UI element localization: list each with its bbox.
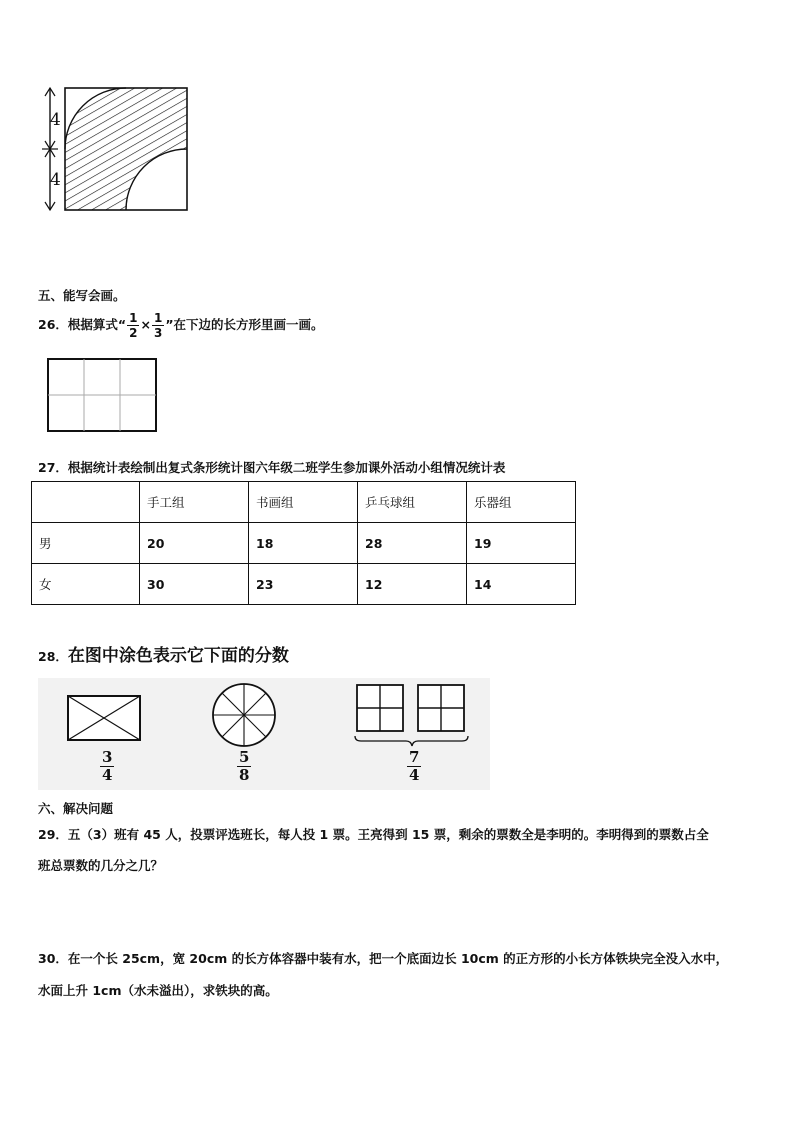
square-quarter-circle-figure [36, 80, 196, 216]
table-header-cell: 乒乓球组 [358, 482, 467, 523]
q26-frac2-den: 3 [153, 326, 163, 340]
dimension-label-bottom: 4 [50, 170, 61, 190]
q28-frac3-den: 4 [409, 766, 420, 784]
table-cell: 女 [32, 564, 140, 605]
table-header-cell: 乐器组 [467, 482, 576, 523]
table-row [32, 564, 576, 605]
q28-frac2-den: 8 [239, 766, 250, 784]
q28-frac1-den: 4 [102, 766, 113, 784]
table-cell: 男 [32, 523, 140, 564]
q28-question: 在图中涂色表示它下面的分数 [67, 646, 289, 666]
q27-text [38, 458, 505, 476]
q28-rectangle-shape[interactable] [66, 694, 142, 742]
activity-stats-table [31, 481, 576, 605]
q26-text [38, 312, 324, 339]
q30-line2: 水面上升 1cm（水未溢出），求铁块的高。 [38, 983, 278, 998]
q26-frac2-num: 1 [153, 311, 163, 325]
table-cell: 19 [467, 523, 576, 564]
q26-text-before: 根据算式“ [67, 317, 127, 332]
q29-line1: 29．五（3）班有 45 人，投票评选班长，每人投 1 票。王亮得到 15 票，剩余的票数全是李明的。李明得到的票数占全 [38, 827, 709, 842]
table-header-row [32, 482, 576, 523]
table-cell: 30 [140, 564, 249, 605]
table-cell: 28 [358, 523, 467, 564]
q28-circle-shape[interactable] [210, 681, 278, 749]
table-cell: 12 [358, 564, 467, 605]
table-header-cell [32, 482, 140, 523]
q26-number: 26． [38, 317, 68, 332]
table-cell: 20 [140, 523, 249, 564]
q27-number: 27． [38, 460, 68, 475]
q28-two-squares-shape[interactable] [352, 682, 472, 748]
q28-text [38, 641, 289, 666]
q28-frac2-num: 5 [239, 748, 250, 766]
q28-fraction-2 [237, 750, 251, 783]
q26-times: × [140, 317, 151, 332]
q26-frac1-den: 2 [129, 326, 138, 340]
q28-frac3-num: 7 [409, 748, 420, 766]
q28-frac1-num: 3 [102, 748, 113, 766]
q30-line1: 30．在一个长 25cm，宽 20cm 的长方体容器中装有水，把一个底面边长 10cm 的正方形的小长方体铁块完全没入水中， [38, 951, 729, 966]
q28-fraction-1 [100, 750, 114, 783]
section5-heading: 五、能写会画。 [38, 288, 126, 303]
q26-fraction-2 [152, 312, 164, 339]
q27-question: 根据统计表绘制出复式条形统计图六年级二班学生参加课外活动小组情况统计表 [67, 460, 506, 475]
q28-fraction-3 [407, 750, 421, 783]
q26-fraction-1 [127, 312, 139, 339]
table-row [32, 523, 576, 564]
table-header-cell: 书画组 [249, 482, 358, 523]
table-cell: 23 [249, 564, 358, 605]
dimension-label-top: 4 [50, 110, 61, 130]
q26-frac1-num: 1 [129, 311, 138, 325]
table-cell: 18 [249, 523, 358, 564]
q28-number: 28． [38, 649, 68, 664]
table-header-cell: 手工组 [140, 482, 249, 523]
q26-text-after: ”在下边的长方形里画一画。 [165, 317, 324, 332]
q29-line2: 班总票数的几分之几？ [38, 858, 164, 873]
q26-grid-rectangle[interactable] [46, 357, 158, 433]
table-cell: 14 [467, 564, 576, 605]
section6-heading: 六、解决问题 [38, 801, 114, 816]
